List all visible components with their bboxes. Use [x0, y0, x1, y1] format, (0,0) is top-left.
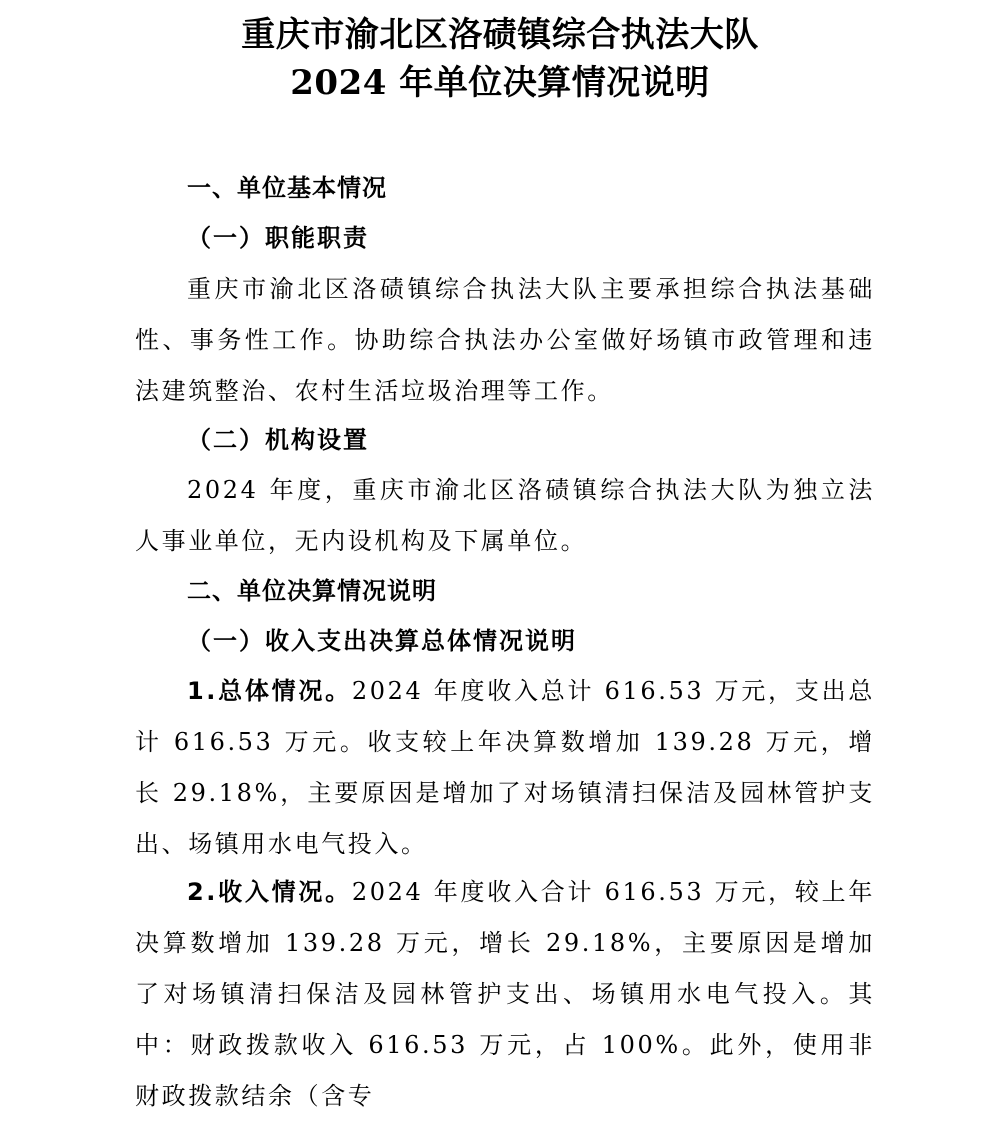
overall-situation-lead: 1.总体情况。: [187, 677, 352, 705]
section2-heading: 二、单位决算情况说明: [187, 577, 437, 605]
income-situation-lead: 2.收入情况。: [187, 878, 352, 906]
income-situation-paragraph: [135, 867, 875, 1122]
document-title-line1: 重庆市渝北区洛碛镇综合执法大队: [241, 15, 759, 55]
income-situation-text: 2024 年度收入合计 616.53 万元，较上年决算数增加 139.28 万元，增长 29.18%，主要原因是增加了对场镇清扫保洁及园林管护支出、场镇用水电气投入。其中：财政拨款收入 616.53 万元，占 100%。此外，使用非财政拨款结余（含专: [135, 878, 875, 1110]
section1-sub1-paragraph: 重庆市渝北区洛碛镇综合执法大队主要承担综合执法基础性、事务性工作。协助综合执法办公室做好场镇市政管理和违法建筑整治、农村生活垃圾治理等工作。: [135, 275, 875, 405]
section1-sub2-heading: （二）机构设置: [187, 425, 369, 454]
section1-sub1-heading: （一）职能职责: [187, 223, 369, 252]
section1-heading: 一、单位基本情况: [187, 174, 387, 202]
section1-sub2-paragraph: 2024 年度，重庆市渝北区洛碛镇综合执法大队为独立法人事业单位，无内设机构及下属单位。: [135, 476, 875, 555]
overall-situation-paragraph: [135, 666, 875, 870]
section2-sub1-heading: （一）收入支出决算总体情况说明: [187, 626, 577, 655]
overall-situation-text: 2024 年度收入总计 616.53 万元，支出总计 616.53 万元。收支较上年决算数增加 139.28 万元，增长 29.18%，主要原因是增加了对场镇清扫保洁及园林管护支出、场镇用水电气投入。: [135, 677, 875, 858]
document-title-line2: 2024 年单位决算情况说明: [290, 63, 710, 103]
